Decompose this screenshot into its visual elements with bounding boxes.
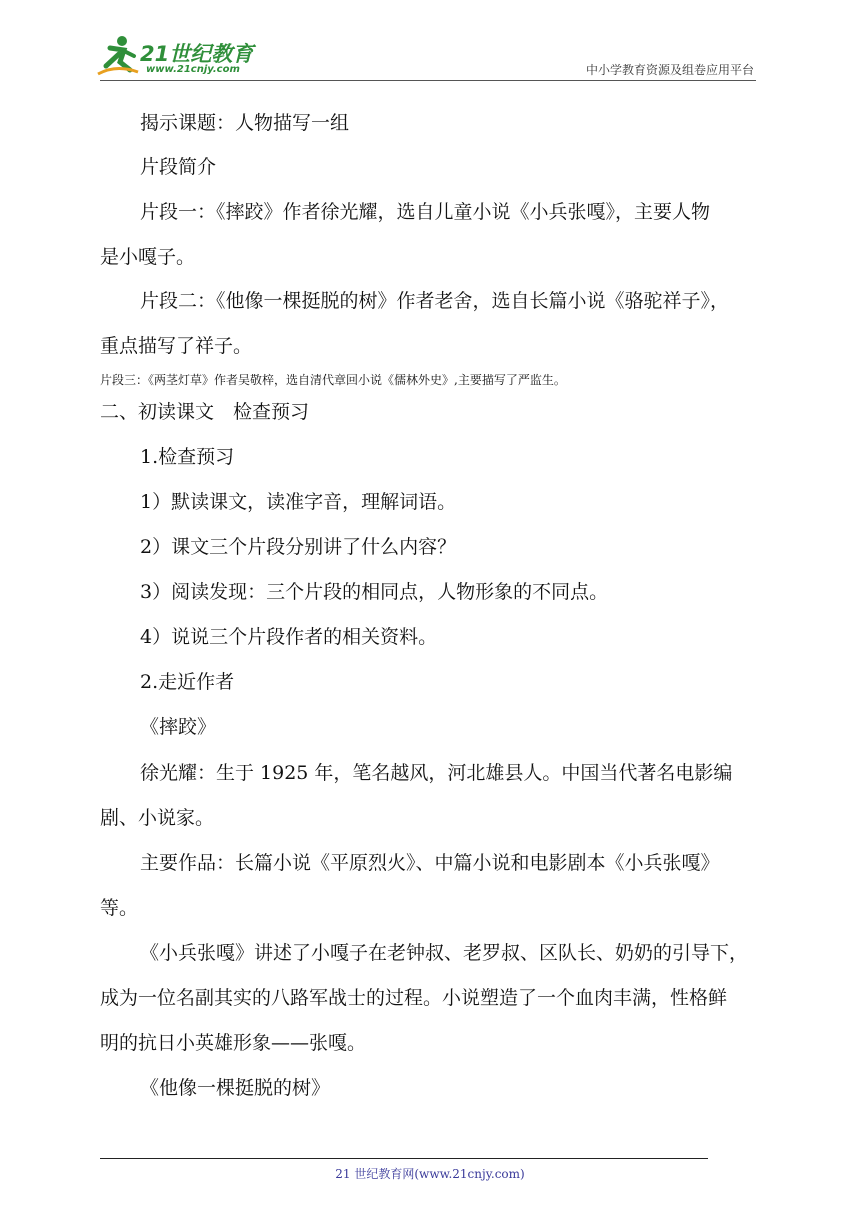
list-item: 1）默读课文，读准字音，理解词语。 <box>140 491 457 513</box>
list-item: 3）阅读发现：三个片段的相同点，人物形象的不同点。 <box>140 581 609 603</box>
works-line1: 主要作品：长篇小说《平原烈火》、中篇小说和电影剧本《小兵张嘎》 <box>140 852 720 874</box>
site-logo[interactable] <box>92 34 262 84</box>
section-heading-2: 二、初读课文 检查预习 <box>100 401 310 423</box>
page-header <box>0 0 860 90</box>
header-divider <box>100 80 756 81</box>
paragraph-fragment-1-line2: 是小嘎子。 <box>100 246 196 268</box>
runner-icon <box>92 34 140 80</box>
header-tagline: 中小学教育资源及组卷应用平台 <box>585 63 754 77</box>
paragraph-topic: 揭示课题：人物描写一组 <box>140 112 350 134</box>
subheading-authors: 2.走近作者 <box>140 671 235 693</box>
work-title-wrestling: 《摔跤》 <box>140 716 217 738</box>
paragraph-heading-intro: 片段简介 <box>140 156 217 178</box>
paragraph-fragment-3: 片段三：《两茎灯草》作者吴敬梓，选自清代章回小说《儒林外史》,主要描写了严监生。 <box>100 373 566 387</box>
subheading-check-preview: 1.检查预习 <box>140 446 235 468</box>
works-line2: 等。 <box>100 897 139 919</box>
paragraph-fragment-2-line2: 重点描写了祥子。 <box>100 335 253 357</box>
footer-divider <box>100 1158 708 1159</box>
paragraph-fragment-1-line1: 片段一：《摔跤》作者徐光耀，选自儿童小说《小兵张嘎》，主要人物 <box>140 201 711 223</box>
novel-summary-line3: 明的抗日小英雄形象——张嘎。 <box>100 1032 367 1054</box>
author-bio-line2: 剧、小说家。 <box>100 807 215 829</box>
list-item: 4）说说三个片段作者的相关资料。 <box>140 626 438 648</box>
footer-link[interactable]: 21 世纪教育网(www.21cnjy.com) <box>335 1167 525 1181</box>
paragraph-fragment-2-line1: 片段二：《他像一棵挺脱的树》作者老舍，选自长篇小说《骆驼祥子》， <box>140 290 730 312</box>
logo-url: www.21cnjy.com <box>146 64 240 75</box>
author-bio-line1: 徐光耀：生于 1925 年，笔名越风，河北雄县人。中国当代著名电影编 <box>140 762 733 784</box>
novel-summary-line1: 《小兵张嘎》讲述了小嘎子在老钟叔、老罗叔、区队长、奶奶的引导下， <box>140 942 749 964</box>
logo-text: 21世纪教育 <box>140 42 254 66</box>
list-item: 2）课文三个片段分别讲了什么内容？ <box>140 536 457 558</box>
work-title-tree: 《他像一棵挺脱的树》 <box>140 1077 331 1099</box>
novel-summary-line2: 成为一位名副其实的八路军战士的过程。小说塑造了一个血肉丰满，性格鲜 <box>100 987 728 1009</box>
